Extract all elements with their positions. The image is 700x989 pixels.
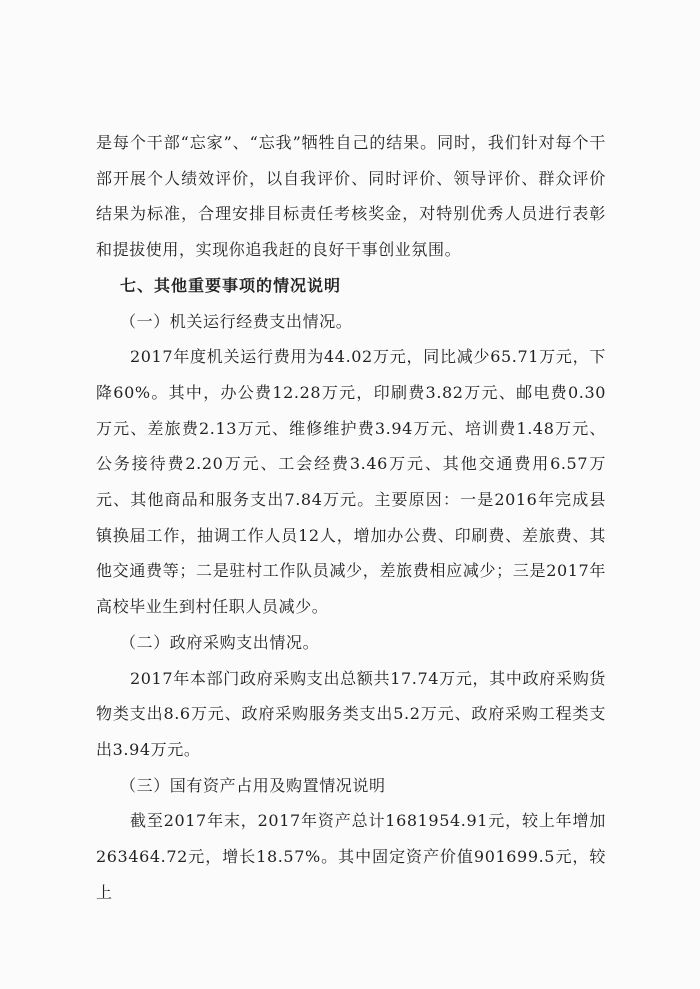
- subsection-body-3: 截至2017年末，2017年资产总计1681954.91元，较上年增加263464.72元，增长18.57%。其中固定资产价值901699.5元，较上: [96, 811, 606, 902]
- document-body: [96, 125, 606, 910]
- subsection-title-3: （三）国有资产占用及购置情况说明: [120, 775, 386, 795]
- subsection-body-2: 2017年本部门政府采购支出总额共17.74万元，其中政府采购货物类支出8.6万元、政府采购服务类支出5.2万元、政府采购工程类支出3.94万元。: [96, 668, 606, 759]
- intro-paragraph: 是每个干部“忘家”、“忘我”牺牲自己的结果。同时，我们针对每个干部开展个人绩效评价，以自我评价、同时评价、领导评价、群众评价结果为标准，合理安排目标责任考核奖金，对特别优秀人员进行表彰和提拔使用，实现你追我赶的良好干事创业氛围。: [96, 133, 606, 260]
- section-heading: 七、其他重要事项的情况说明: [120, 275, 342, 295]
- subsection-title-2: （二）政府采购支出情况。: [120, 632, 320, 652]
- subsection-body-1: 2017年度机关运行费用为44.02万元，同比减少65.71万元，下降60%。其中，办公费12.28万元，印刷费3.82万元、邮电费0.30万元、差旅费2.13万元、维修维护费3.94万元、培训费1.48万元、公务接待费2.20万元、工会经费3.46万元、其他交通费用6.57万元、其他商品和服务支出7.84万元。主要原因：一是2016年完成县镇换届工作，抽调工作人员12人，增加办公费、印刷费、差旅费、其他交通费等；二是驻村工作队员减少，差旅费相应减少；三是2017年高校毕业生到村任职人员减少。: [96, 347, 606, 617]
- subsection-title-1: （一）机关运行经费支出情况。: [120, 311, 353, 331]
